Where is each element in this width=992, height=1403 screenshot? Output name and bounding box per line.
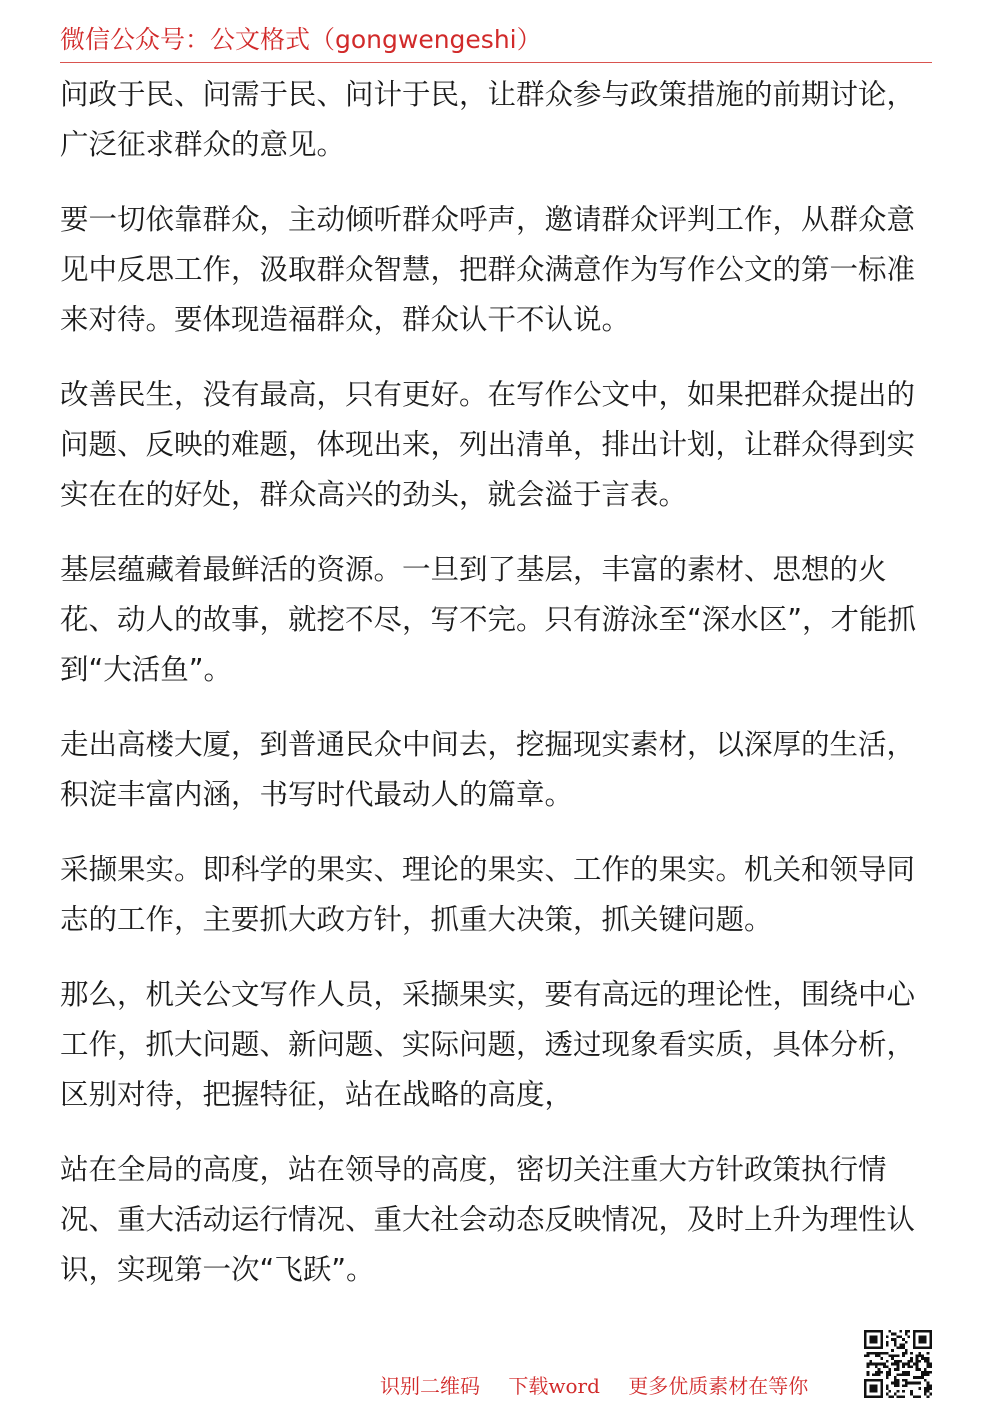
paragraph-1: 问政于民、问需于民、问计于民，让群众参与政策措施的前期讨论，广泛征求群众的意见。 [60,78,916,161]
paragraph-2: 要一切依靠群众，主动倾听群众呼声，邀请群众评判工作，从群众意见中反思工作，汲取群众智慧，把群众满意作为写作公文的第一标准来对待。要体现造福群众，群众认干不认说。 [60,203,916,336]
article-body [60,70,938,1320]
qr-code-icon[interactable] [864,1330,932,1398]
footer-more-text: 更多优质素材在等你 [628,1374,809,1398]
paragraph-3: 改善民生，没有最高，只有更好。在写作公文中，如果把群众提出的问题、反映的难题，体现出来，列出清单，排出计划，让群众得到实实在在的好处，群众高兴的劲头，就会溢于言表。 [60,378,916,511]
header-title: 微信公众号：公文格式（gongwengeshi） [60,25,542,54]
paragraph-5: 走出高楼大厦，到普通民众中间去，挖掘现实素材，以深厚的生活，积淀丰富内涵，书写时代最动人的篇章。 [60,728,916,811]
paragraph-6: 采撷果实。即科学的果实、理论的果实、工作的果实。机关和领导同志的工作，主要抓大政方针，抓重大决策，抓关键问题。 [60,853,916,936]
paragraph-8: 站在全局的高度，站在领导的高度，密切关注重大方针政策执行情况、重大活动运行情况、重大社会动态反映情况，及时上升为理性认识，实现第一次“飞跃”。 [60,1153,916,1286]
paragraph-7: 那么，机关公文写作人员，采撷果实，要有高远的理论性，围绕中心工作，抓大问题、新问题、实际问题，透过现象看实质，具体分析，区别对待，把握特征，站在战略的高度， [60,978,916,1111]
footer-download-text: 下载word [508,1374,600,1398]
footer-scan-text: 识别二维码 [380,1374,480,1398]
page-header [60,22,932,63]
footer-promo [380,1373,808,1399]
paragraph-4: 基层蕴藏着最鲜活的资源。一旦到了基层，丰富的素材、思想的火花、动人的故事，就挖不尽，写不完。只有游泳至“深水区”，才能抓到“大活鱼”。 [60,553,917,686]
